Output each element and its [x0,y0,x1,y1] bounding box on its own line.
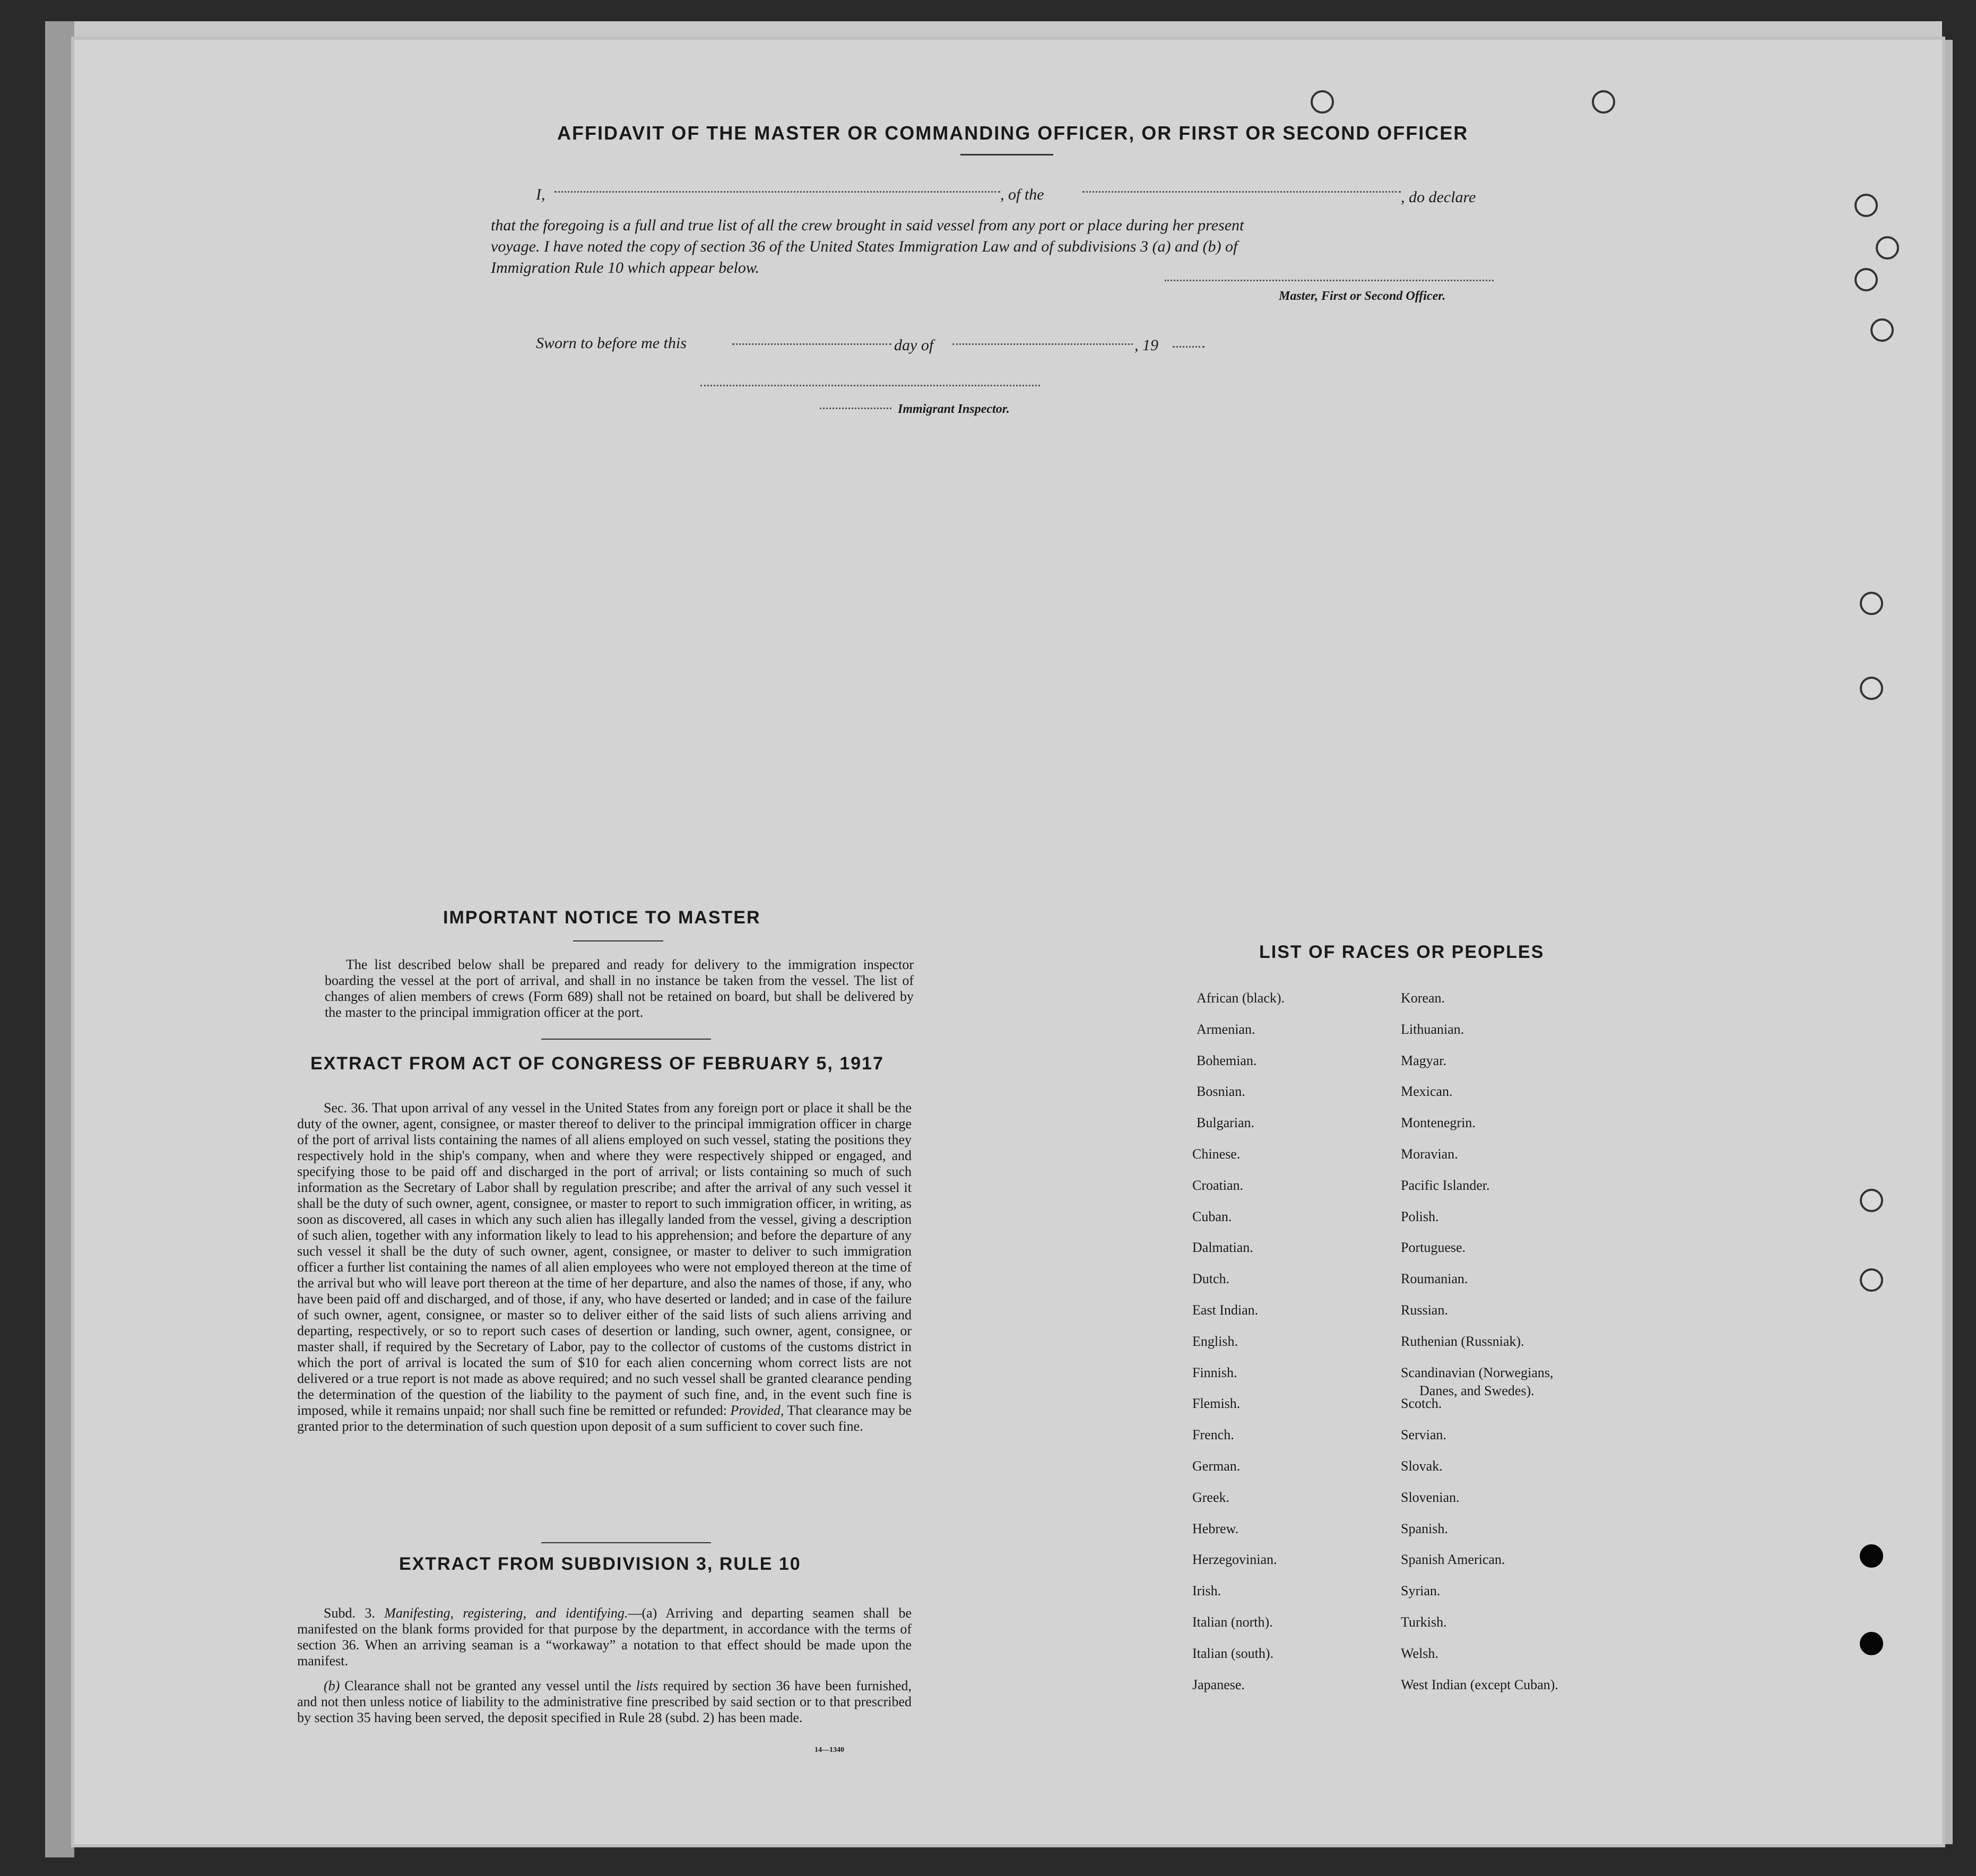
extract-act-title: EXTRACT FROM ACT OF CONGRESS OF FEBRUARY 5, 1917 [310,1053,884,1074]
affidavit-of-the: , of the [1000,186,1044,203]
sec-text-end: That clearance may be granted prior to the determination of such question upon deposit of a sum sufficient to cover such fine. [297,1403,912,1434]
race-item: Armenian. [1197,1022,1255,1037]
punch-hole-icon [1860,1268,1883,1292]
race-item: East Indian. [1192,1302,1259,1318]
subd-a-text: —(a) Arriving and departing seamen shall be manifested on the blank forms provided for that purpose by the department, in accordance with the terms of section 36. When an arriving seaman is a “workaway” a notation to that effect should be made upon the manifest. [297,1605,912,1668]
race-item: Flemish. [1192,1396,1241,1411]
race-item: Italian (south). [1192,1646,1274,1661]
race-item: Roumanian. [1401,1271,1468,1286]
section-divider [541,1542,711,1543]
punch-hole-icon [1860,1189,1883,1212]
race-item: Bosnian. [1197,1084,1245,1099]
race-item: African (black). [1197,990,1285,1006]
signature-blank[interactable] [1165,280,1494,281]
punch-hole-icon [1592,90,1615,114]
race-item: Irish. [1192,1583,1221,1598]
notice-text: The list described below shall be prepared and ready for delivery to the immigration inspector boarding the vessel at the port of arrival, and shall in no instance be taken from the vessel. The list of changes of alien members of crews (Form 689) shall not be retained on board, but shall be delivered by the master to the principal immigration officer at the port. [325,957,914,1020]
page-edge-top [74,21,1942,40]
race-item: Spanish. [1401,1521,1448,1536]
extract-act-text [297,1100,912,1434]
affidavit-line2: that the foregoing is a full and true list of all the crew brought in said vessel from any port or place during her present [491,217,1244,234]
subd-label: Subd. 3. [324,1605,375,1621]
page-edge-right [1942,40,1953,1844]
race-item-continued: Danes, and Swedes). [1419,1383,1535,1398]
punch-hole-icon [1876,236,1899,260]
punch-hole-icon [1854,268,1878,291]
inspector-blank-short [820,408,891,409]
subd-heading: Manifesting, registering, and identifying. [384,1605,628,1621]
inspector-label: Immigrant Inspector. [898,402,1010,416]
race-item: Slovenian. [1401,1490,1460,1505]
race-item: Magyar. [1401,1053,1446,1068]
punch-hole-icon [1860,592,1883,615]
race-item: Lithuanian. [1401,1022,1464,1037]
race-item: Bulgarian. [1197,1115,1255,1130]
punch-hole-icon [1854,194,1878,217]
race-item: Spanish American. [1401,1552,1505,1567]
race-item: Greek. [1192,1490,1230,1505]
document-sheet [74,40,1942,1844]
subd-b-text: Clearance shall not be granted any vessel until the [344,1678,631,1693]
name-blank[interactable] [554,191,1000,193]
race-item: Herzegovinian. [1192,1552,1277,1567]
day-of-label: day of [894,336,934,354]
extract-rule-a [297,1605,912,1669]
race-item: Syrian. [1401,1583,1441,1598]
race-item: Montenegrin. [1401,1115,1476,1130]
signature-label: Master, First or Second Officer. [1279,289,1446,303]
subd-b-lists: lists [636,1678,658,1693]
race-item: Scandinavian (Norwegians, [1401,1365,1554,1380]
extract-rule-title: EXTRACT FROM SUBDIVISION 3, RULE 10 [399,1554,801,1574]
affidavit-title: AFFIDAVIT OF THE MASTER OR COMMANDING OFFICER, OR FIRST OR SECOND OFFICER [557,122,1469,144]
punch-hole-icon [1870,318,1894,342]
day-blank[interactable] [732,343,891,345]
race-item: Welsh. [1401,1646,1438,1661]
race-item: Dutch. [1192,1271,1230,1286]
page-shadow-left [45,21,74,1857]
notice-title: IMPORTANT NOTICE TO MASTER [443,907,761,928]
race-item: Japanese. [1192,1677,1245,1692]
race-item: Mexican. [1401,1084,1453,1099]
races-title: LIST OF RACES OR PEOPLES [1259,942,1545,962]
race-item: Bohemian. [1197,1053,1257,1068]
race-item: Finnish. [1192,1365,1237,1380]
section-divider [541,1039,711,1040]
race-item: Hebrew. [1192,1521,1239,1536]
race-item: Chinese. [1192,1146,1241,1162]
race-item: Portuguese. [1401,1240,1466,1255]
extract-rule-b [297,1678,912,1726]
affidavit-declare: , do declare [1401,188,1476,206]
month-blank[interactable] [952,343,1133,345]
race-item: Ruthenian (Russniak). [1401,1334,1524,1349]
title-divider [960,154,1053,155]
race-item: Croatian. [1192,1178,1244,1193]
affidavit-line4: Immigration Rule 10 which appear below. [491,259,760,276]
year-blank[interactable] [1173,346,1204,348]
race-item: English. [1192,1334,1238,1349]
race-item: Turkish. [1401,1614,1447,1630]
notice-divider [573,940,663,941]
affidavit-line3: voyage. I have noted the copy of section 36 of the United States Immigration Law and of subdivisions 3 (a) and (b) of [491,238,1238,255]
race-item: Italian (north). [1192,1614,1273,1630]
vessel-blank[interactable] [1082,191,1401,193]
race-item: French. [1192,1427,1234,1442]
race-item: West Indian (except Cuban). [1401,1677,1558,1692]
sec-text: That upon arrival of any vessel in the United States from any foreign port or place it shall be the duty of the owner, agent, consignee, or master thereof to deliver to the principal immigration officer in charge of the port of arrival lists containing the names of all aliens employed on such vessel, stating the positions they respectively hold in the ship's company, when and where they were respectively shipped or engaged, and specifying those to be paid off and discharged in the port of arrival; or lists containing so much of such information as the Secretary of Labor shall by regulation prescribe; and after the arrival of any such vessel it shall be the duty of such owner, agent, consignee, or master to report to such immigration officer, in writing, as soon as discovered, all cases in which any such alien has illegally landed from the vessel, giving a description of such alien, together with any information likely to lead to his apprehension; and before the departure of any such vessel it shall be the duty of such owner, agent, consignee, or master to deliver to such immigration officer a further list containing the names of all alien employees who were not employed thereon at the time of the arrival but who will leave port thereon at the time of her departure, and also the names of those, if any, who have been paid off and discharged, and of those, if any, who have deserted or landed; and in case of the failure of such owner, agent, consignee, or master so to deliver either of the said lists of such aliens arriving and departing, respectively, or so to report such cases of desertion or landing, such owner, agent, consignee, or master shall, if required by the Secretary of Labor, pay to the collector of customs of the customs district in which the port of arrival is located the sum of $10 for each alien concerning whom correct lists are not delivered or a true report is not made as above required; and no such vessel shall be granted clearance pending the determination of the question of the liability to the payment of such fine, and, in the event such fine is imposed, while it remains unpaid; nor shall such fine be remitted or refunded: [297,1100,912,1418]
race-item: Scotch. [1401,1396,1442,1411]
race-item: Dalmatian. [1192,1240,1253,1255]
subd-b-label: (b) [324,1678,340,1693]
subd-b-text2: required by section 36 have been furnished, and not then unless notice of liability to the administrative fine prescribed by said section or to that prescribed by section 35 having been served, the deposit specified in Rule 28 (subd. 2) has been made. [297,1678,912,1725]
race-item: Servian. [1401,1427,1446,1442]
year-label: , 19 [1134,336,1158,354]
race-item: Pacific Islander. [1401,1178,1490,1193]
sworn-label: Sworn to before me this [536,334,687,352]
race-item: Korean. [1401,990,1445,1006]
race-item: Moravian. [1401,1146,1458,1162]
affidavit-i: I, [536,186,545,203]
punch-hole-icon [1860,1632,1883,1655]
form-number: 14—1340 [814,1746,844,1754]
provided-word: Provided, [730,1403,784,1418]
race-item: Polish. [1401,1209,1439,1224]
race-item: Russian. [1401,1302,1448,1318]
punch-hole-icon [1860,677,1883,700]
race-item: German. [1192,1458,1241,1474]
race-item: Cuban. [1192,1209,1232,1224]
inspector-blank[interactable] [700,385,1040,386]
punch-hole-icon [1311,90,1334,114]
punch-hole-icon [1860,1544,1883,1568]
sec-label: Sec. 36. [324,1100,368,1116]
race-item: Slovak. [1401,1458,1443,1474]
